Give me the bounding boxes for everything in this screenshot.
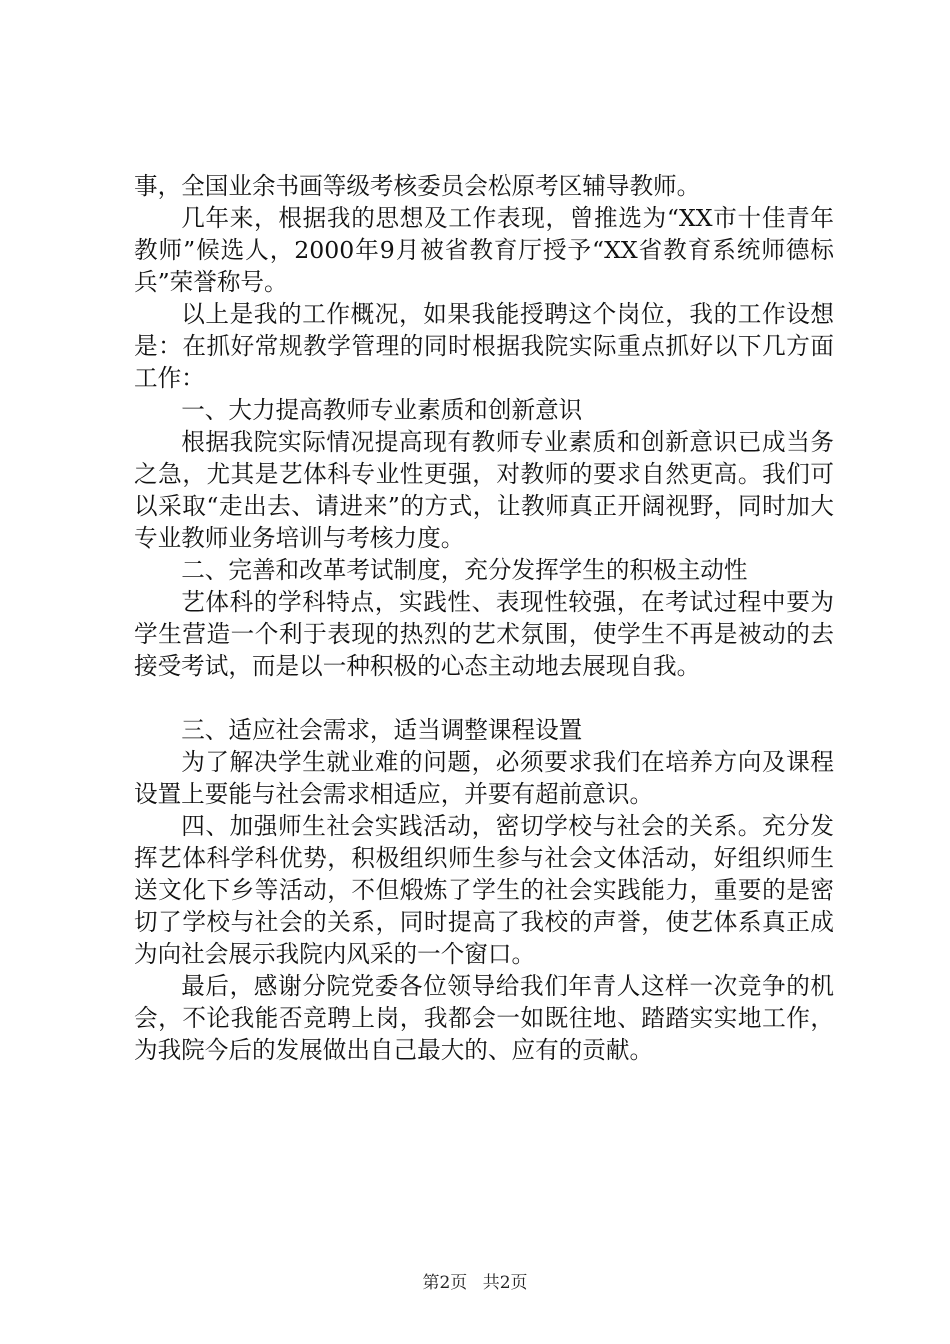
paragraph-item-2: 艺体科的学科特点，实践性、表现性较强，在考试过程中要为学生营造一个利于表现的热烈的艺术氛围，使学生不再是被动的去接受考试，而是以一种积极的心态主动地去展现自我。 (134, 588, 834, 680)
page-footer (0, 1268, 950, 1293)
paragraph-closing: 最后，感谢分院党委各位领导给我们年青人这样一次竞争的机会，不论我能否竞聘上岗，我都会一如既往地、踏踏实实地工作，为我院今后的发展做出自己最大的、应有的贡献。 (134, 972, 834, 1064)
paragraph-work-plan-intro: 以上是我的工作概况，如果我能授聘这个岗位，我的工作设想是：在抓好常规教学管理的同时根据我院实际重点抓好以下几方面工作： (134, 300, 834, 392)
page-number: 第2页 (422, 1273, 468, 1293)
paragraph-item-3: 为了解决学生就业难的问题，必须要求我们在培养方向及课程设置上要能与社会需求相适应，并要有超前意识。 (134, 748, 834, 808)
paragraph-item-1: 根据我院实际情况提高现有教师专业素质和创新意识已成当务之急，尤其是艺体科专业性更强，对教师的要求自然更高。我们可以采取“走出去、请进来”的方式，让教师真正开阔视野，同时加大专业教师业务培训与考核力度。 (134, 428, 834, 552)
heading-item-2: 二、完善和改革考试制度，充分发挥学生的积极主动性 (181, 556, 748, 584)
paragraph-continuation: 事，全国业余书画等级考核委员会松原考区辅导教师。 (134, 172, 701, 200)
paragraph-honors: 几年来，根据我的思想及工作表现，曾推选为“XX市十佳青年教师”候选人，2000年9月被省教育厅授予“XX省教育系统师德标兵”荣誉称号。 (134, 204, 834, 296)
page-total: 共2页 (482, 1273, 528, 1293)
paragraph-item-4: 四、加强师生社会实践活动，密切学校与社会的关系。充分发挥艺体科学科优势，积极组织师生参与社会文体活动，好组织师生送文化下乡等活动，不但煅炼了学生的社会实践能力，重要的是密切了学校与社会的关系，同时提高了我校的声誉，使艺体系真正成为向社会展示我院内风采的一个窗口。 (134, 812, 834, 968)
heading-item-3: 三、适应社会需求，适当调整课程设置 (181, 716, 583, 744)
document-body (134, 170, 834, 1066)
heading-item-1: 一、大力提高教师专业素质和创新意识 (181, 396, 583, 424)
